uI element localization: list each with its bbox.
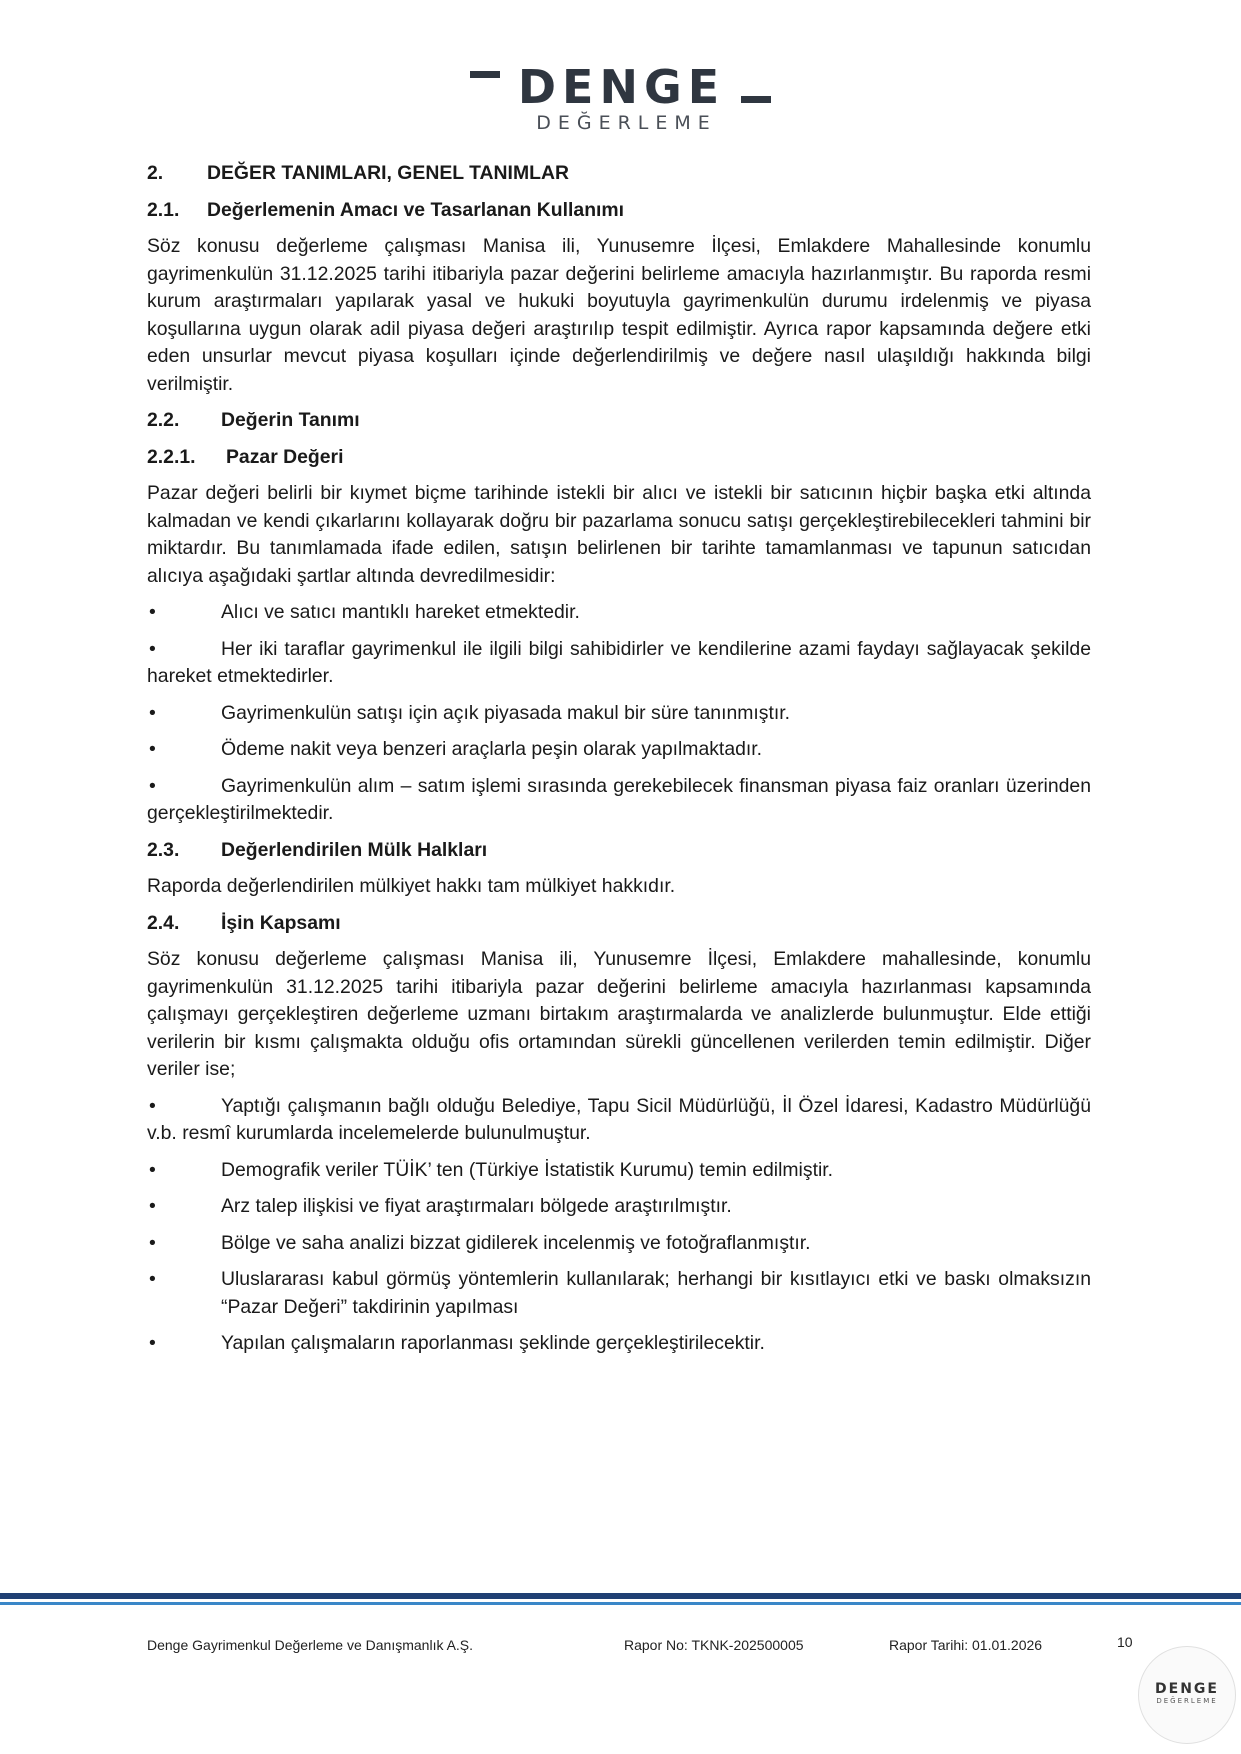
footer-company: Denge Gayrimenkul Değerleme ve Danışmanlık A.Ş. bbox=[147, 1637, 474, 1653]
section-2-3-heading bbox=[147, 837, 1091, 865]
section-number: 2.2. bbox=[147, 409, 180, 431]
bullet-icon: • bbox=[149, 601, 156, 623]
bullet-icon: • bbox=[149, 1195, 156, 1217]
list-item-text: Her iki taraflar gayrimenkul ile ilgili bilgi sahibidirler ve kendilerine azami faydayı sağlayacak şekilde hareket etmektedirler. bbox=[147, 637, 1091, 687]
bullet-icon: • bbox=[149, 774, 156, 797]
seal-main-text: DENGE bbox=[1155, 1681, 1219, 1697]
list-item bbox=[147, 599, 1091, 627]
logo-right-bar bbox=[741, 96, 771, 103]
list-item bbox=[147, 1093, 1091, 1148]
section-number: 2.4. bbox=[147, 911, 180, 934]
section-2-heading bbox=[147, 160, 1091, 188]
section-title: İşin Kapsamı bbox=[221, 911, 341, 934]
section-title: DEĞER TANIMLARI, GENEL TANIMLAR bbox=[207, 162, 569, 184]
section-number: 2. bbox=[147, 162, 164, 184]
list-item-text: Bölge ve saha analizi bizzat gidilerek incelenmiş ve fotoğraflanmıştır. bbox=[221, 1231, 811, 1254]
list-item-text: Yaptığı çalışmanın bağlı olduğu Belediye, Tapu Sicil Müdürlüğü, İl Özel İdaresi, Kadastro Müdürlüğü v.b. resmî kurumlarda incelemelerde bulunulmuştur. bbox=[147, 1094, 1091, 1144]
logo-wordmark bbox=[470, 62, 771, 112]
section-title: Değerin Tanımı bbox=[221, 409, 360, 431]
seal-sub-text: DEĞERLEME bbox=[1156, 1697, 1218, 1705]
company-seal bbox=[1138, 1646, 1236, 1744]
bullet-icon: • bbox=[149, 1332, 156, 1354]
logo-main-text: DENGE bbox=[517, 60, 726, 114]
section-2-3-paragraph: Raporda değerlendirilen mülkiyet hakkı tam mülkiyet hakkıdır. bbox=[147, 875, 676, 897]
section-title: Değerlendirilen Mülk Halkları bbox=[221, 838, 488, 861]
section-title: Değerlemenin Amacı ve Tasarlanan Kullanımı bbox=[207, 198, 625, 221]
bullet-icon: • bbox=[149, 1268, 156, 1290]
list-item bbox=[147, 1330, 1091, 1358]
list-item bbox=[147, 700, 1091, 728]
footer-report-no: Rapor No: TKNK-202500005 bbox=[624, 1637, 804, 1653]
section-2-1-paragraph: Söz konusu değerleme çalışması Manisa ili, Yunusemre İlçesi, Emlakdere Mahallesinde konumlu gayrimenkulün 31.12.2025 tarihi itibariyla pazar değerini belirleme amacıyla hazırlanmıştır. Bu raporda resmi kurum araştırmaları yapılarak yasal ve hukuki boyutuyla gayrimenkulün durumu irdelenmiş ve piyasa koşullarına uygun olarak adil piyasa değeri araştırılıp tespit edilmiştir. Ayrıca rapor kapsamında değere etki eden unsurlar mevcut piyasa koşulları içinde değerlendirilmiş ve değere nasıl ulaşıldığı hakkında bilgi verilmiştir. bbox=[147, 235, 1091, 395]
list-item bbox=[147, 736, 1091, 764]
logo-left-bar bbox=[470, 71, 500, 78]
section-number: 2.2.1. bbox=[147, 445, 196, 468]
list-item bbox=[147, 1193, 1091, 1221]
list-item-text: Uluslararası kabul görmüş yöntemlerin kullanılarak; herhangi bir kısıtlayıcı etki ve baskı olmaksızın “Pazar Değeri” takdirinin yapılması bbox=[221, 1268, 1091, 1318]
list-item bbox=[147, 1157, 1091, 1185]
section-title: Pazar Değeri bbox=[226, 445, 344, 468]
page-number: 10 bbox=[1117, 1634, 1133, 1650]
bullet-icon: • bbox=[149, 738, 156, 760]
document-content bbox=[147, 160, 1091, 1358]
list-item bbox=[147, 1230, 1091, 1258]
section-2-2-heading bbox=[147, 407, 1091, 435]
list-item-text: Arz talep ilişkisi ve fiyat araştırmaları bölgede araştırılmıştır. bbox=[221, 1195, 732, 1217]
company-logo bbox=[0, 62, 1241, 134]
list-item-text: Demografik veriler TÜİK’ ten (Türkiye İstatistik Kurumu) temin edilmiştir. bbox=[221, 1158, 834, 1181]
list-item bbox=[147, 1266, 1091, 1321]
bullet-icon: • bbox=[149, 1231, 156, 1254]
footer-report-date: Rapor Tarihi: 01.01.2026 bbox=[889, 1637, 1043, 1653]
list-item-text: Yapılan çalışmaların raporlanması şeklinde gerçekleştirilecektir. bbox=[221, 1332, 765, 1354]
list-item-text: Gayrimenkulün alım – satım işlemi sırasında gerekebilecek finansman piyasa faiz oranları üzerinden gerçekleştirilmektedir. bbox=[147, 774, 1091, 824]
list-item-text: Alıcı ve satıcı mantıklı hareket etmektedir. bbox=[221, 601, 580, 623]
list-item-text: Gayrimenkulün satışı için açık piyasada makul bir süre tanınmıştır. bbox=[221, 701, 791, 724]
bullet-icon: • bbox=[149, 637, 156, 660]
section-number: 2.3. bbox=[147, 838, 180, 861]
section-2-2-1-paragraph: Pazar değeri belirli bir kıymet biçme tarihinde istekli bir alıcı ve istekli bir satıcının hiçbir başka etki altında kalmadan ve kendi çıkarlarını kollayarak doğru bir pazarlama sonucu satışı gerçekleştirebilecekleri tahmini bir miktardır. Bu tanımlamada ifade edilen, satışın belirlenen bir tarihte tamamlanması ve tapunun satıcıdan alıcıya aşağıdaki şartlar altında devredilmesidir: bbox=[147, 482, 1091, 587]
section-2-4-heading bbox=[147, 910, 1091, 938]
section-2-4-paragraph: Söz konusu değerleme çalışması Manisa ili, Yunusemre İlçesi, Emlakdere mahallesinde, konumlu gayrimenkulün 31.12.2025 tarihi itibariyla pazar değerini belirleme amacıyla hazırlanması kapsamında çalışmayı gerçekleştiren değerleme uzmanı birtakım araştırmalarda ve analizlerde bulunmuştur. Elde ettiği verilerin bir kısmı çalışmakta olduğu ofis ortamından sürekli güncellenen verilerden temin edilmiştir. Diğer veriler ise; bbox=[147, 948, 1091, 1080]
bullet-icon: • bbox=[149, 1094, 156, 1117]
list-item-text: Ödeme nakit veya benzeri araçlarla peşin olarak yapılmaktadır. bbox=[221, 738, 763, 760]
logo-subtitle: DEĞERLEME bbox=[536, 112, 717, 134]
list-item bbox=[147, 636, 1091, 691]
bullet-icon: • bbox=[149, 1158, 156, 1181]
section-2-1-heading bbox=[147, 197, 1091, 225]
list-item bbox=[147, 773, 1091, 828]
section-number: 2.1. bbox=[147, 198, 180, 221]
section-2-2-1-heading bbox=[147, 444, 1091, 472]
bullet-icon: • bbox=[149, 701, 156, 724]
footer-rule-light bbox=[0, 1602, 1241, 1605]
footer-rule-dark bbox=[0, 1593, 1241, 1599]
